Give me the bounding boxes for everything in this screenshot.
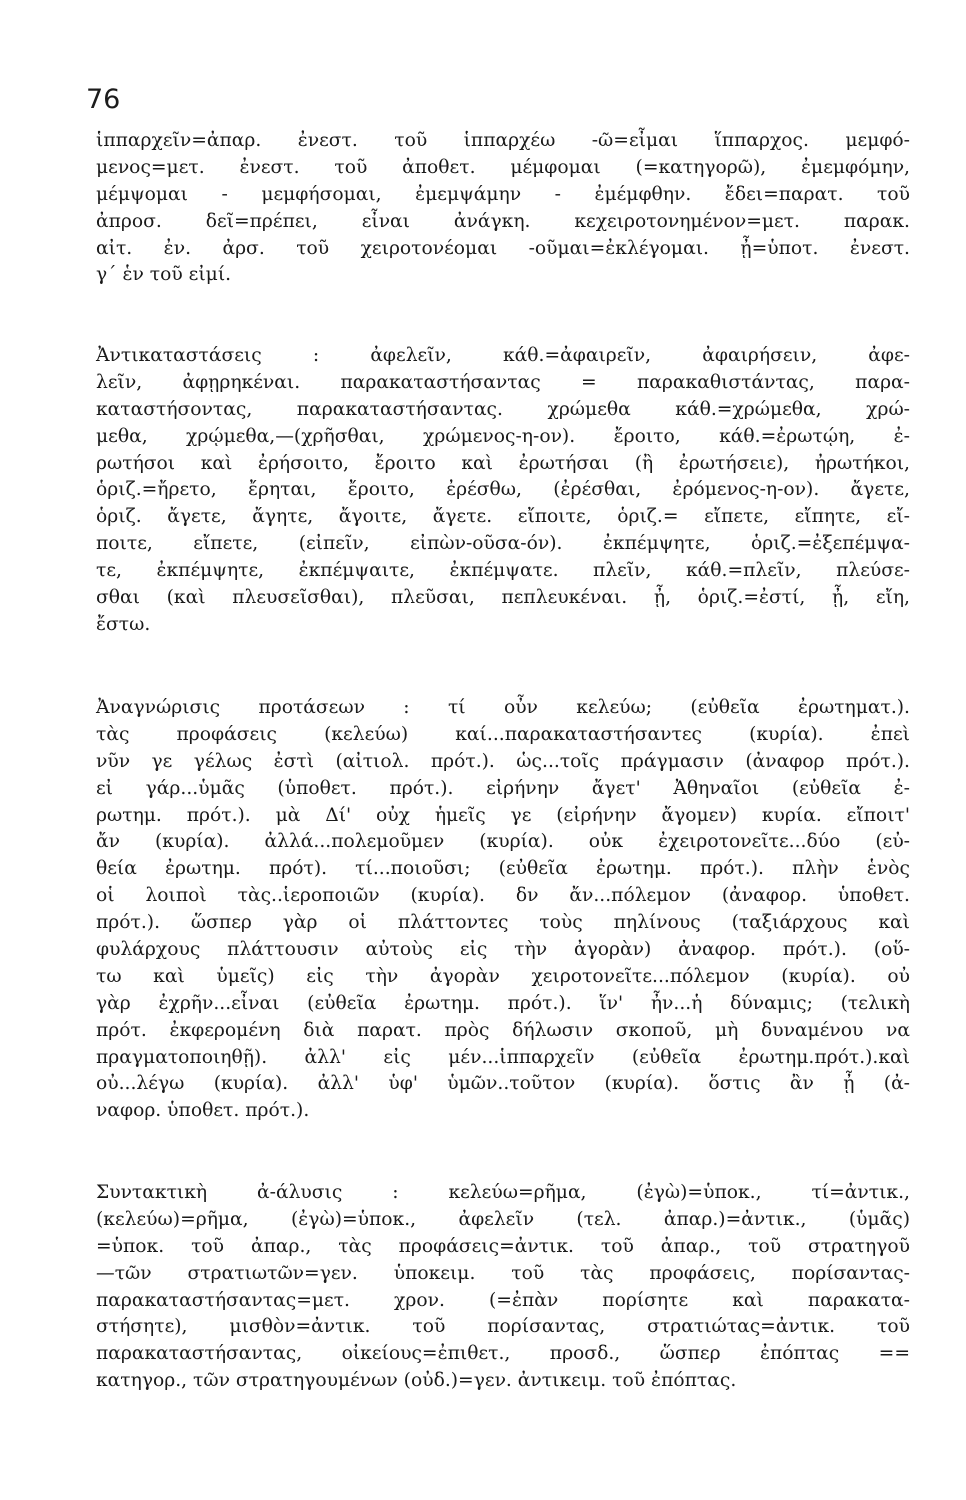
text-line: λεῖν, ἀφῃρηκέναι. παρακαταστήσαντας = παρακαθιστάντας, παρα- xyxy=(96,371,910,393)
text-line: παρακαταστήσαντας, οἰκείους=ἐπιθετ., προσδ., ὥσπερ ἐπόπτας == xyxy=(96,1343,910,1365)
text-line: ὁριζ.=ἤρετο, ἔρηται, ἔροιτο, ἐρέσθω, (ἐρέσθαι, ἐρόμενος-η-ον). ἄγετε, xyxy=(96,479,910,501)
text-line: θεία ἐρωτημ. πρότ). τί...ποιοῦσι; (εὐθεῖα ἐρωτημ. πρότ.). πλὴν ἑνὸς xyxy=(96,858,910,880)
text-line: αἰτ. ἐν. ἀρσ. τοῦ χειροτονέομαι -οῦμαι=ἐκλέγομαι. ᾖ=ὑποτ. ἐνεστ. xyxy=(96,237,910,259)
paragraph-definitions xyxy=(96,128,910,289)
text-line: ἔστω. xyxy=(96,613,151,635)
text-line: ἱππαρχεῖν=ἀπαρ. ἐνεστ. τοῦ ἱππαρχέω -ῶ=εἶμαι ἵππαρχος. μεμφό- xyxy=(96,130,910,151)
text-line: πραγματοποιηθῇ). ἀλλ' εἰς μέν...ἱππαρχεῖν (εὐθεῖα ἐρωτημ.πρότ.).καὶ xyxy=(96,1046,910,1068)
text-line: ποιτε, εἴπετε, (εἰπεῖν, εἰπὼν-οῦσα-όν). ἐκπέμψητε, ὁριζ.=ἐξεπέμψα- xyxy=(96,533,910,555)
text-line: μεθα, χρῴμεθα,—(χρῆσθαι, χρώμενος-η-ον). ἔροιτο, κάθ.=ἐρωτῴη, ἐ- xyxy=(96,425,910,447)
text-line: οἱ λοιποὶ τὰς..ἱεροποιῶν (κυρία). δν ἄν...πόλεμον (ἀναφορ. ὑποθετ. xyxy=(96,885,910,907)
text-line: τὰς προφάσεις (κελεύω) καί...παρακαταστήσαντες (κυρία). ἐπεὶ xyxy=(96,723,910,745)
text-line: εἰ γάρ...ὑμᾶς (ὑποθετ. πρότ.). εἰρήνην ἄγετ' Ἀθηναῖοι (εὐθεῖα ἐ- xyxy=(96,777,910,799)
text-line: =ὑποκ. τοῦ ἀπαρ., τὰς προφάσεις=ἀντικ. τοῦ ἀπαρ., τοῦ στρατηγοῦ xyxy=(96,1235,910,1257)
text-line: —τῶν στρατιωτῶν=γεν. ὑποκειμ. τοῦ τὰς προφάσεις, πορίσαντας- xyxy=(96,1262,910,1284)
text-line: ρωτημ. πρότ.). μὰ Δί' οὐχ ἡμεῖς γε (εἰρήνην ἄγομεν) κυρία. εἴποιτ' xyxy=(96,804,910,826)
paragraph-antikatastaseis xyxy=(96,343,910,639)
text-line: σθαι (καὶ πλευσεῖσθαι), πλεῦσαι, πεπλευκέναι. ᾖ, ὁριζ.=ἐστί, ᾖ, εἴη, xyxy=(96,587,910,609)
text-line: στήσητε), μισθὸν=ἀντικ. τοῦ πορίσαντας, στρατιώτας=ἀντικ. τοῦ xyxy=(96,1316,910,1338)
text-line: οὐ...λέγω (κυρία). ἀλλ' ὑφ' ὑμῶν..τοῦτον (κυρία). ὅστις ἂν ᾖ (ἀ- xyxy=(96,1073,910,1095)
text-line: μενος=μετ. ἐνεστ. τοῦ ἀποθετ. μέμφομαι (=κατηγορῶ), ἐμεμφόμην, xyxy=(96,156,910,178)
text-line: Ἀναγνώρισις προτάσεων : τί οὖν κελεύω; (εὐθεῖα ἐρωτηματ.). xyxy=(96,697,910,718)
text-line: τε, ἐκπέμψητε, ἐκπέμψαιτε, ἐκπέμψατε. πλεῖν, κάθ.=πλεῖν, πλεύσε- xyxy=(96,560,910,582)
text-line: Ἀντικαταστάσεις : ἀφελεῖν, κάθ.=ἀφαιρεῖν, ἀφαιρήσειν, ἀφε- xyxy=(96,345,910,366)
text-line: κατηγορ., τῶν στρατηγουμένων (οὐδ.)=γεν. ἀντικειμ. τοῦ ἐπόπτας. xyxy=(96,1370,737,1392)
text-line: ρωτήσοι καὶ ἐρήσοιτο, ἔροιτο καὶ ἐρωτήσαι (ἢ ἐρωτήσειε), ἠρωτήκοι, xyxy=(96,452,910,474)
text-line: παρακαταστήσαντας=μετ. χρον. (=ἐπὰν πορίσητε καὶ παρακατα- xyxy=(96,1289,910,1311)
paragraph-syntaktiki xyxy=(96,1180,910,1395)
text-line: (κελεύω)=ρῆμα, (ἐγὼ)=ὑποκ., ἀφελεῖν (τελ. ἀπαρ.)=ἀντικ., (ὑμᾶς) xyxy=(96,1208,910,1230)
text-line: καταστήσοντας, παρακαταστήσαντας. χρώμεθα κάθ.=χρώμεθα, χρώ- xyxy=(96,398,910,420)
paragraph-anagnorisis xyxy=(96,695,910,1125)
text-line: ἄν (κυρία). ἀλλά...πολεμοῦμεν (κυρία). οὐκ ἐχειροτονεῖτε...δύο (εὐ- xyxy=(96,831,910,853)
text-line: Συντακτικὴ ἀ-άλυσις : κελεύω=ρῆμα, (ἐγὼ)=ὑποκ., τί=ἀντικ., xyxy=(96,1182,910,1203)
text-line: φυλάρχους πλάττουσιν αὐτοὺς εἰς τὴν ἀγορὰν) ἀναφορ. πρότ.). (οὕ- xyxy=(96,939,910,961)
text-line: πρότ. ἐκφερομένη διὰ παρατ. πρὸς δήλωσιν σκοποῦ, μὴ δυναμένου να xyxy=(96,1019,910,1041)
text-line: τω καὶ ὑμεῖς) εἰς τὴν ἀγορὰν χειροτονεῖτε...πόλεμον (κυρία). οὐ xyxy=(96,965,910,987)
text-line: γ΄ ἑν τοῦ εἰμί. xyxy=(96,264,232,286)
text-line: γὰρ ἐχρῆν...εἶναι (εὐθεῖα ἐρωτημ. πρότ.). ἵν' ἦν...ἡ δύναμις; (τελικὴ xyxy=(96,992,910,1014)
text-line: ἀπροσ. δεῖ=πρέπει, εἶναι ἀνάγκη. κεχειροτονημένον=μετ. παρακ. xyxy=(96,210,910,232)
text-line: μέμψομαι - μεμφήσομαι, ἐμεμψάμην - ἐμέμφθην. ἔδει=παρατ. τοῦ xyxy=(96,183,910,205)
page-number: 76 xyxy=(86,84,121,115)
text-line: πρότ.). ὥσπερ γὰρ οἱ πλάττοντες τοὺς πηλίνους (ταξιάρχους καὶ xyxy=(96,912,910,934)
text-line: νῦν γε γέλως ἐστὶ (αἰτιολ. πρότ.). ὡς...τοῖς πράγμασιν (ἀναφορ πρότ.). xyxy=(96,750,910,772)
text-line: ὁριζ. ἄγετε, ἄγητε, ἄγοιτε, ἄγετε. εἴποιτε, ὁριζ.= εἴπετε, εἴπητε, εἴ- xyxy=(96,506,910,528)
text-line: ναφορ. ὑποθετ. πρότ.). xyxy=(96,1100,310,1122)
